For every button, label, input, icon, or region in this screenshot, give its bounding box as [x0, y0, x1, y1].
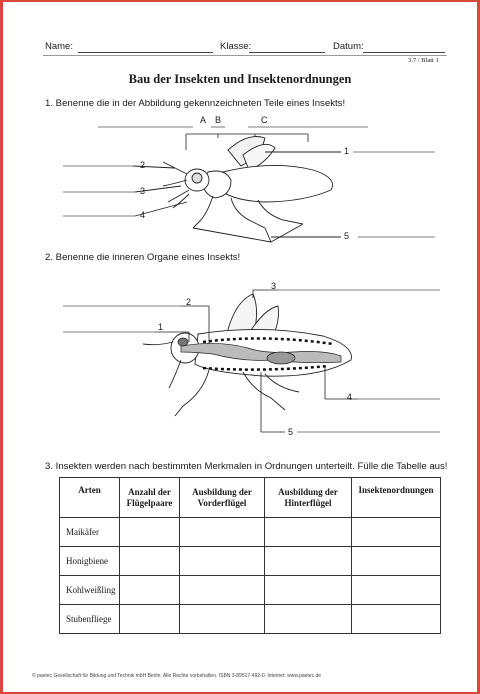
- table-row: [60, 547, 441, 576]
- answer-cell[interactable]: [120, 518, 180, 547]
- insect-orders-table: [59, 477, 441, 634]
- answer-cell[interactable]: [352, 576, 441, 605]
- label-b: B: [215, 115, 222, 125]
- organ-label-1: 1: [158, 322, 164, 332]
- species-cell: Stubenfliege: [60, 605, 120, 634]
- label-3: 3: [140, 186, 146, 196]
- task2-text: 2. Benenne die inneren Organe eines Insekts!: [45, 252, 241, 263]
- worksheet: [3, 2, 477, 692]
- organ-label-2: 2: [186, 297, 192, 307]
- col-header-hindwings: Ausbildung der Hinterflügel: [265, 478, 352, 518]
- table-row: [60, 518, 441, 547]
- col-header-wing-pairs: Anzahl der Flügelpaare: [120, 478, 180, 518]
- label-5: 5: [344, 231, 350, 241]
- organ-label-3: 3: [271, 281, 277, 291]
- col-header-species: Arten: [60, 478, 120, 518]
- answer-cell[interactable]: [120, 605, 180, 634]
- insect-interior-figure: [3, 272, 477, 442]
- answer-cell[interactable]: [180, 547, 265, 576]
- organ-label-4: 4: [347, 392, 353, 402]
- class-line: [249, 52, 325, 53]
- answer-cell[interactable]: [180, 518, 265, 547]
- species-cell: Kohlweißling: [60, 576, 120, 605]
- copyright-footer: © paetec Gesellschaft für Bildung und Technik mbH Berlin. Alle Rechte vorbehalten. ISBN 3-89517-492-0. Internet: www.paetec.de: [32, 673, 322, 679]
- answer-cell[interactable]: [265, 576, 352, 605]
- page-title: Bau der Insekten und Insektenordnungen: [128, 72, 352, 86]
- answer-cell[interactable]: [120, 576, 180, 605]
- name-line: [78, 52, 213, 53]
- name-label: Name:: [45, 41, 73, 52]
- answer-cell[interactable]: [352, 605, 441, 634]
- answer-cell[interactable]: [265, 518, 352, 547]
- species-cell: Maikäfer: [60, 518, 120, 547]
- col-header-forewings: Ausbildung der Vorderflügel: [180, 478, 265, 518]
- answer-cell[interactable]: [120, 547, 180, 576]
- sheet-reference: 3.7 / Blatt 1: [408, 57, 439, 64]
- label-a: A: [200, 115, 207, 125]
- answer-cell[interactable]: [265, 605, 352, 634]
- date-label: Datum:: [333, 41, 364, 52]
- answer-cell[interactable]: [352, 547, 441, 576]
- answer-cell[interactable]: [352, 518, 441, 547]
- table-header-row: [60, 478, 441, 518]
- label-c: C: [261, 115, 268, 125]
- label-2: 2: [140, 160, 146, 170]
- table-row: [60, 576, 441, 605]
- task1-text: 1. Benenne die in der Abbildung gekennzeichneten Teile eines Insekts!: [45, 98, 346, 109]
- table-row: [60, 605, 441, 634]
- date-line: [363, 52, 445, 53]
- species-cell: Honigbiene: [60, 547, 120, 576]
- answer-cell[interactable]: [265, 547, 352, 576]
- organ-label-5: 5: [288, 427, 294, 437]
- label-1: 1: [344, 146, 350, 156]
- col-header-orders: Insektenordnungen: [352, 478, 441, 518]
- class-label: Klasse:: [220, 41, 252, 52]
- answer-cell[interactable]: [180, 576, 265, 605]
- task3-text: 3. Insekten werden nach bestimmten Merkmalen in Ordnungen unterteilt. Fülle die Tabelle aus!: [45, 461, 448, 472]
- label-4: 4: [140, 210, 146, 220]
- insect-exterior-figure: [3, 110, 477, 245]
- header-rule: [43, 55, 447, 56]
- answer-cell[interactable]: [180, 605, 265, 634]
